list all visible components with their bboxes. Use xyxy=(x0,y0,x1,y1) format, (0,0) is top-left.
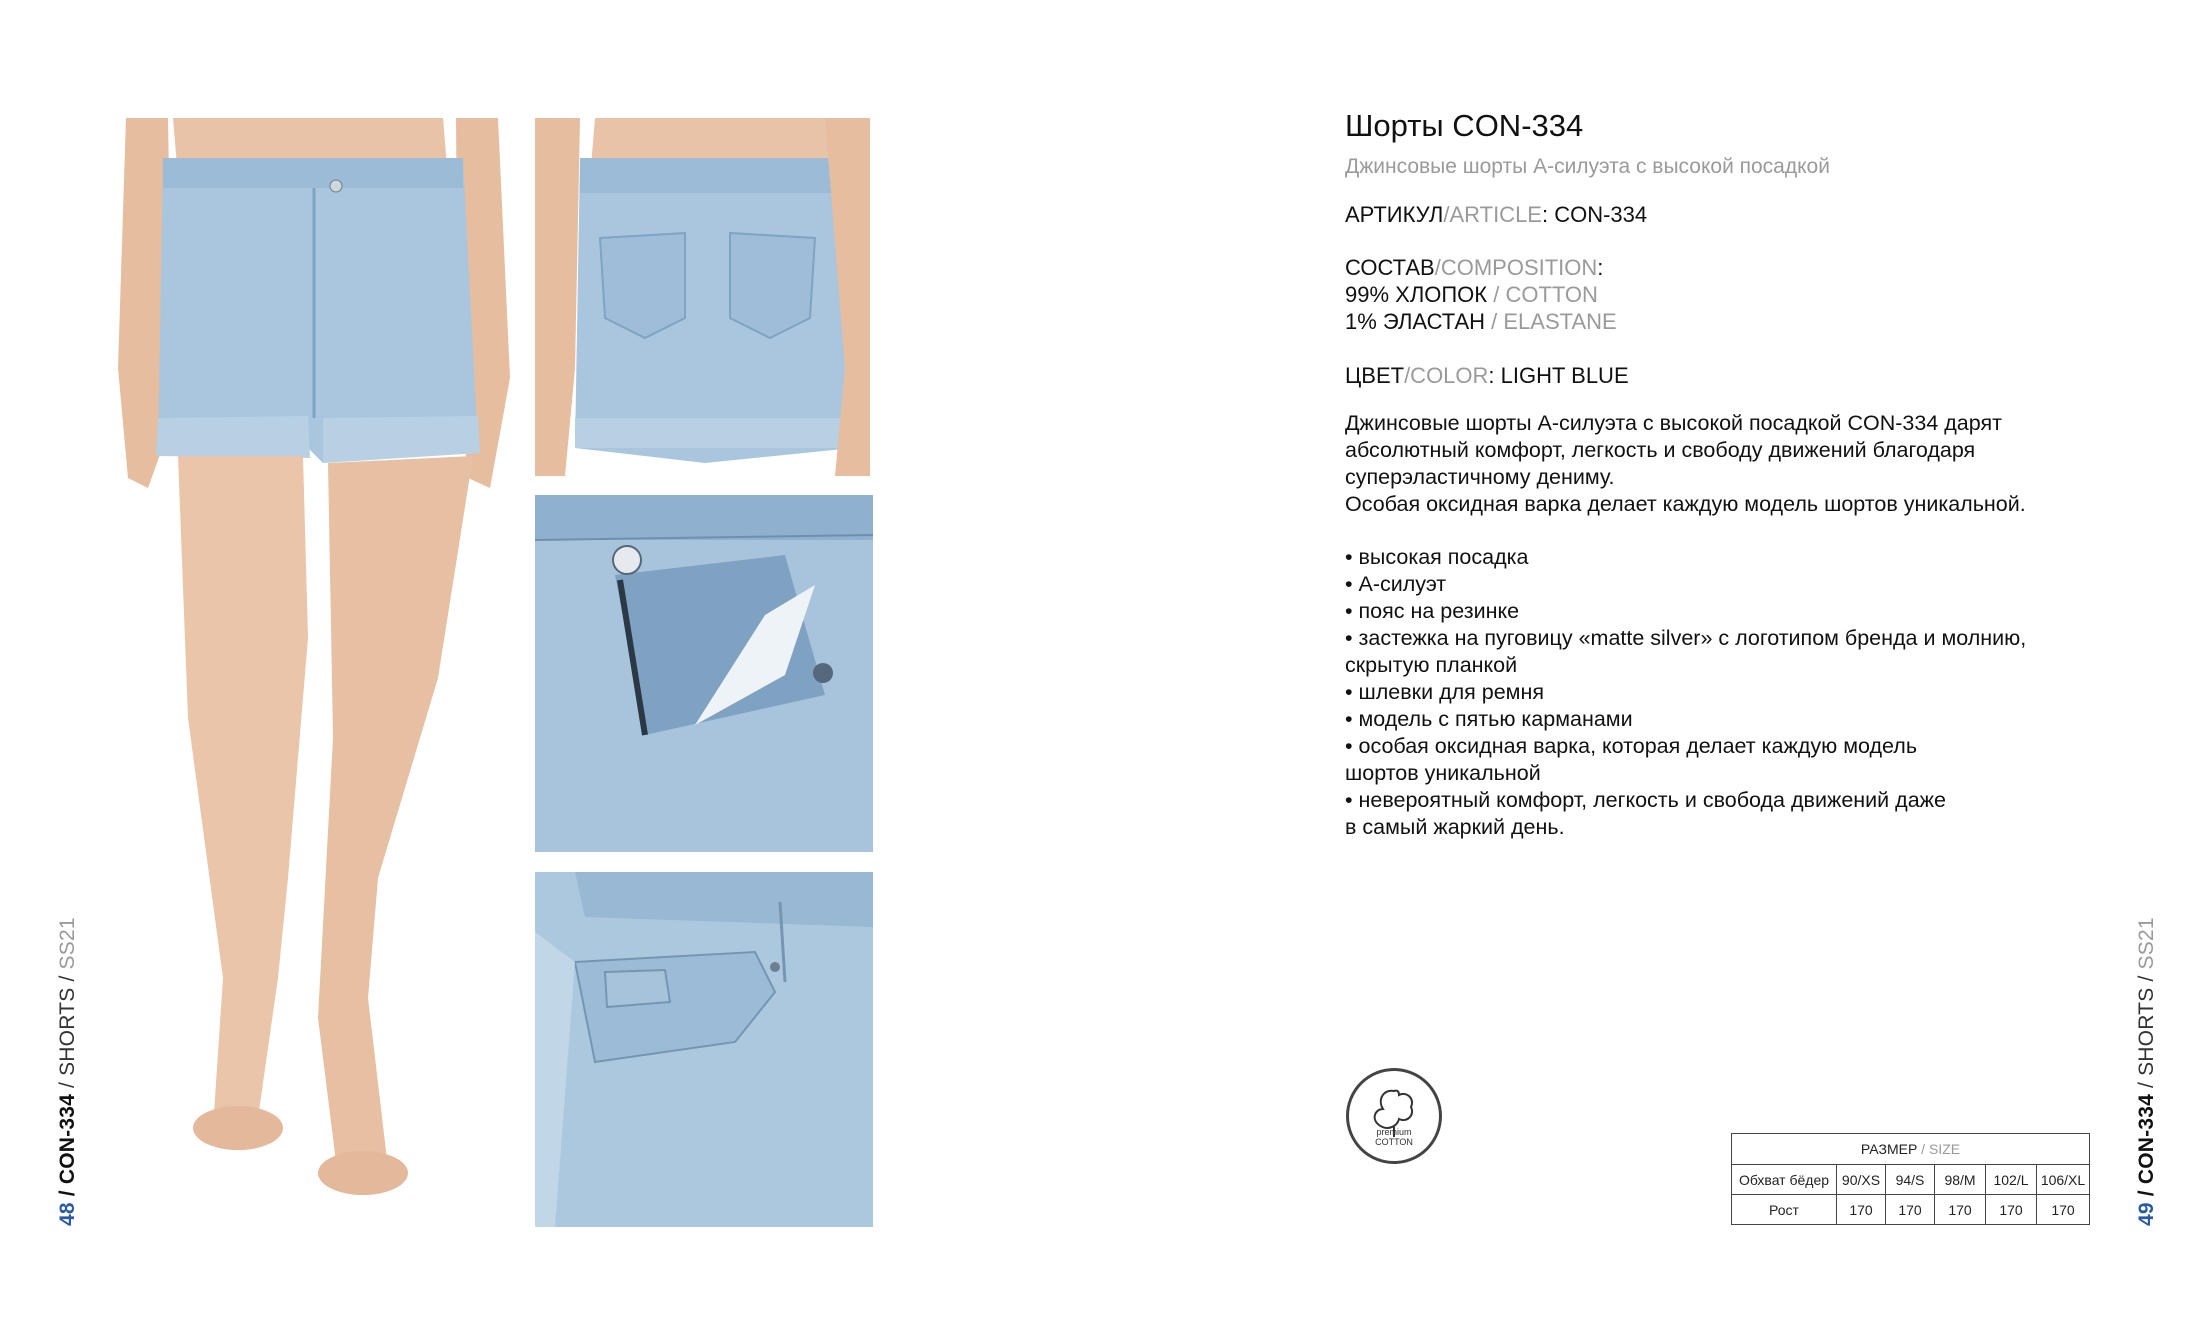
left-sep-2: / xyxy=(56,1075,79,1095)
size-cell: 90/XS xyxy=(1837,1165,1886,1195)
feature-item: скрытую планкой xyxy=(1345,653,1518,677)
size-cell: 94/S xyxy=(1886,1165,1935,1195)
size-header-ru: РАЗМЕР xyxy=(1860,1141,1918,1157)
height-cell: 170 xyxy=(1886,1195,1935,1225)
left-sep-1: / xyxy=(56,1184,79,1203)
right-sep-3: / xyxy=(2135,969,2158,988)
table-row xyxy=(1732,1195,2090,1225)
height-cell: 170 xyxy=(1935,1195,1986,1225)
feature-item: • пояс на резинке xyxy=(1345,599,1520,623)
size-header-en: / SIZE xyxy=(1917,1141,1961,1157)
elastane-line xyxy=(1345,308,1617,335)
cotton-ru: 99% ХЛОПОК xyxy=(1345,282,1488,307)
right-season: SS21 xyxy=(2135,917,2158,970)
logo-line-1: premium xyxy=(1376,1127,1412,1137)
right-sep-2: / xyxy=(2135,1075,2158,1095)
left-product-code: CON-334 xyxy=(56,1094,79,1185)
composition-label-en: /COMPOSITION xyxy=(1434,255,1598,280)
description-line: Особая оксидная варка делает каждую модель шортов уникальной. xyxy=(1345,492,2026,516)
left-side-label xyxy=(56,917,80,1226)
description-line: Джинсовые шорты А-силуэта с высокой посадкой CON-334 дарят xyxy=(1345,411,2002,435)
size-cell: 102/L xyxy=(1986,1165,2037,1195)
product-description xyxy=(1345,410,2065,518)
elastane-en: / ELASTANE xyxy=(1485,309,1617,334)
right-category: SHORTS xyxy=(2135,987,2158,1076)
size-cell: 98/M xyxy=(1935,1165,1986,1195)
article-line xyxy=(1345,201,1647,228)
photo-fly-detail xyxy=(535,495,873,852)
product-subtitle: Джинсовые шорты А-силуэта с высокой посадкой xyxy=(1345,155,1830,178)
height-cell: 170 xyxy=(1837,1195,1886,1225)
feature-item: • модель с пятью карманами xyxy=(1345,707,1633,731)
feature-item: в самый жаркий день. xyxy=(1345,815,1565,839)
feature-item: • застежка на пуговицу «matte silver» с логотипом бренда и молнию, xyxy=(1345,626,2027,650)
description-line: абсолютный комфорт, легкость и свободу движений благодаря xyxy=(1345,438,1976,462)
composition-colon: : xyxy=(1597,255,1604,280)
photo-front-full xyxy=(118,118,514,1226)
feature-item: • А-силуэт xyxy=(1345,572,1447,596)
photo-back xyxy=(535,118,870,476)
left-sep-3: / xyxy=(56,969,79,988)
logo-line-2: COTTON xyxy=(1375,1137,1413,1147)
feature-item: • высокая посадка xyxy=(1345,545,1529,569)
feature-item: • невероятный комфорт, легкость и свобода движений даже xyxy=(1345,788,1947,812)
height-cell: 170 xyxy=(1986,1195,2037,1225)
product-title: Шорты CON-334 xyxy=(1345,108,1584,143)
left-page-number: 48 xyxy=(56,1202,79,1226)
color-line xyxy=(1345,362,1629,389)
size-table xyxy=(1731,1133,2090,1225)
description-line: суперэластичному дениму. xyxy=(1345,465,1615,489)
height-cell: 170 xyxy=(2037,1195,2090,1225)
right-product-code: CON-334 xyxy=(2135,1094,2158,1185)
elastane-ru: 1% ЭЛАСТАН xyxy=(1345,309,1486,334)
color-value: : LIGHT BLUE xyxy=(1488,363,1629,388)
cotton-flower-icon xyxy=(1349,1071,1439,1161)
height-label: Рост xyxy=(1732,1195,1837,1225)
size-cell: 106/XL xyxy=(2037,1165,2090,1195)
premium-cotton-logo xyxy=(1346,1068,1442,1164)
right-sep-1: / xyxy=(2135,1184,2158,1203)
color-label-en: /COLOR xyxy=(1404,363,1489,388)
cotton-line xyxy=(1345,281,1598,308)
feature-item: • шлевки для ремня xyxy=(1345,680,1544,704)
article-value: : CON-334 xyxy=(1541,202,1648,227)
left-season: SS21 xyxy=(56,917,79,970)
size-table-header xyxy=(1732,1134,2090,1165)
composition-line xyxy=(1345,254,1603,281)
hip-label: Обхват бёдер xyxy=(1732,1165,1837,1195)
table-row xyxy=(1732,1165,2090,1195)
article-label-en: /ARTICLE xyxy=(1443,202,1542,227)
right-side-label xyxy=(2135,917,2159,1226)
feature-list xyxy=(1345,544,2065,841)
composition-label-ru: СОСТАВ xyxy=(1345,255,1435,280)
color-label-ru: ЦВЕТ xyxy=(1345,363,1405,388)
right-page-number: 49 xyxy=(2135,1202,2158,1226)
feature-item: шортов уникальной xyxy=(1345,761,1541,785)
feature-item: • особая оксидная варка, которая делает каждую модель xyxy=(1345,734,1918,758)
left-category: SHORTS xyxy=(56,987,79,1076)
photo-pocket-detail xyxy=(535,872,873,1227)
cotton-en: / COTTON xyxy=(1487,282,1598,307)
article-label-ru: АРТИКУЛ xyxy=(1345,202,1444,227)
